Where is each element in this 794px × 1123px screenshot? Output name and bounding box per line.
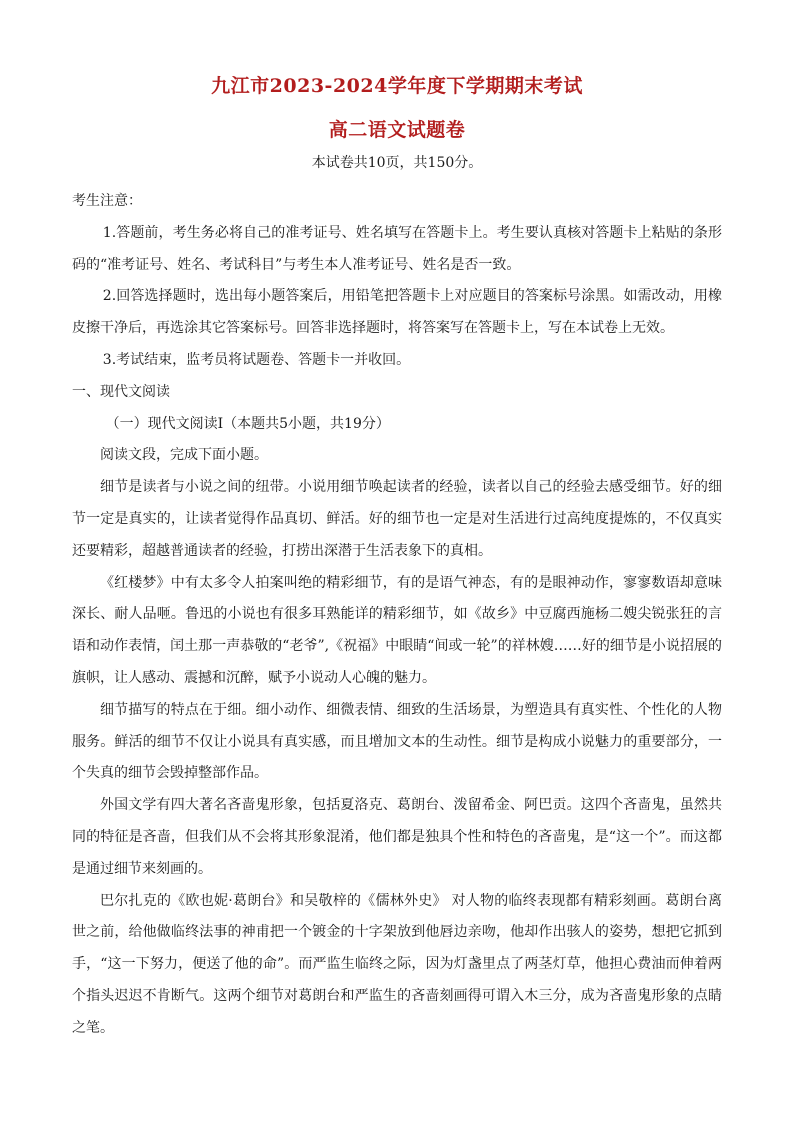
passage-paragraph-1: 细节是读者与小说之间的纽带。小说用细节唤起读者的经验，读者以自己的经验去感受细节。好的细节一定是真实的，让读者觉得作品真切、鲜活。好的细节也一定是对生活进行过高纯度提炼的，不仅真实还要精彩，超越普通读者的经验，打捞出深潜于生活表象下的真相。	[72, 479, 722, 559]
passage-paragraph-2: 《红楼梦》中有太多令人拍案叫绝的精彩细节，有的是语气神态，有的是眼神动作，寥寥数语却意味深长、耐人品咂。鲁迅的小说也有很多耳熟能详的精彩细节，如《故乡》中豆腐西施杨二嫂尖锐张狂的言语和动作表情，闰土那一声恭敬的“老爷”,《祝福》中眼睛“间或一轮”的祥林嫂……好的细节是小说招展的旗帜，让人感动、震撼和沉醉，赋予小说动人心魄的魅力。	[72, 574, 722, 686]
notice-item-1: 1.答题前，考生务必将自己的准考证号、姓名填写在答题卡上。考生要认真核对答题卡上粘贴的条形码的“准考证号、姓名、考试科目”与考生本人准考证号、姓名是否一致。	[72, 224, 722, 273]
notice-item-2: 2.回答选择题时，选出每小题答案后，用铅笔把答题卡上对应题目的答案标号涂黑。如需改动，用橡皮擦干净后，再选涂其它答案标号。回答非选择题时，将答案写在答题卡上，写在本试卷上无效。	[72, 288, 722, 337]
exam-subtitle: 高二语文试题卷	[328, 119, 466, 141]
notice-heading: 考生注意：	[72, 193, 142, 209]
section-subheading: （一）现代文阅读Ⅰ（本题共5小题，共19分）	[105, 415, 390, 432]
passage-paragraph-4: 外国文学有四大著名吝啬鬼形象，包括夏洛克、葛朗台、泼留希金、阿巴贡。这四个吝啬鬼，虽然共同的特征是吝啬，但我们从不会将其形象混淆，他们都是独具个性和特色的吝啬鬼，是“这一个”。而这都是通过细节来刻画的。	[72, 797, 722, 877]
notice-item-3: 3.考试结束，监考员将试题卷、答题卡一并收回。	[102, 351, 411, 368]
section-heading: 一、现代文阅读	[72, 383, 170, 400]
reading-instruction: 阅读文段，完成下面小题。	[100, 447, 268, 464]
exam-body	[72, 186, 722, 1045]
passage-paragraph-5: 巴尔扎克的《欧也妮·葛朗台》和吴敬梓的《儒林外史》 对人物的临终表现都有精彩刻画。葛朗台离世之前，给他做临终法事的神甫把一个镀金的十字架放到他唇边亲吻，他却作出骇人的姿势，想把它抓到手，“这一下努力，便送了他的命”。而严监生临终之际，因为灯盏里点了两茎灯草，他担心费油而伸着两个指头迟迟不肯断气。这两个细节对葛朗台和严监生的吝啬刻画得可谓入木三分，成为吝啬鬼形象的点睛之笔。	[72, 892, 722, 1036]
passage-paragraph-3: 细节描写的特点在于细。细小动作、细微表情、细致的生活场景，为塑造具有真实性、个性化的人物服务。鲜活的细节不仅让小说具有真实感，而且增加文本的生动性。细节是构成小说魅力的重要部分，一个失真的细节会毁掉整部作品。	[72, 701, 722, 782]
exam-info: 本试卷共10页，共150分。	[311, 155, 483, 171]
exam-title: 九江市2023-2024学年度下学期期末考试	[211, 75, 583, 97]
